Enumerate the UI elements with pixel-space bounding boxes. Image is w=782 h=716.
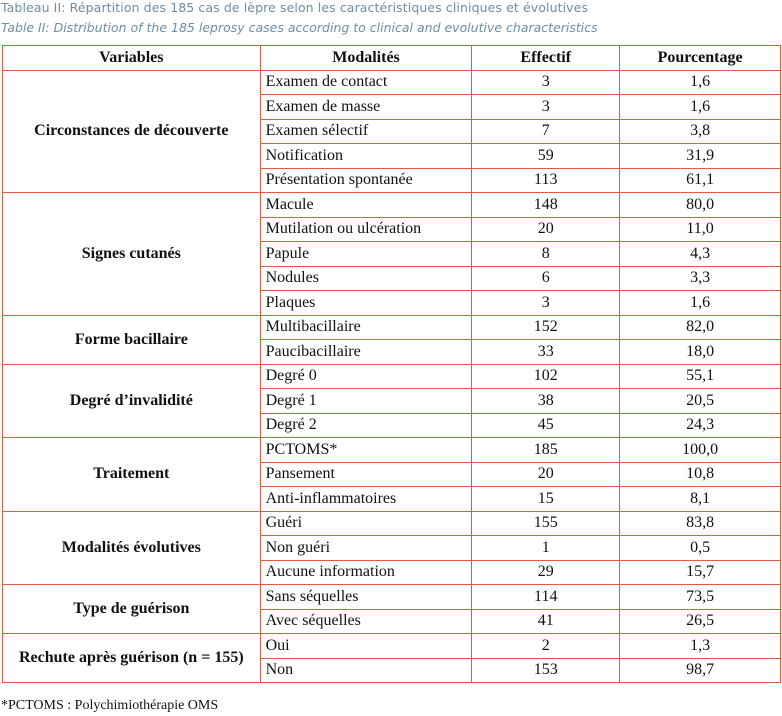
modalite-cell: Papule [260, 242, 472, 267]
effectif-cell: 114 [472, 585, 620, 610]
pourcentage-cell: 82,0 [620, 315, 781, 340]
data-table [2, 45, 781, 683]
effectif-cell: 3 [472, 291, 620, 316]
header-row [3, 46, 781, 71]
effectif-cell: 3 [472, 95, 620, 120]
pourcentage-cell: 80,0 [620, 193, 781, 218]
modalite-cell: Non guéri [260, 536, 472, 561]
table-row [3, 511, 781, 536]
variable-cell: Type de guérison [3, 585, 261, 634]
effectif-cell: 29 [472, 560, 620, 585]
pourcentage-cell: 1,6 [620, 95, 781, 120]
modalite-cell: Non [260, 658, 472, 683]
pourcentage-cell: 20,5 [620, 389, 781, 414]
table-row [3, 634, 781, 659]
pourcentage-cell: 1,6 [620, 70, 781, 95]
pourcentage-cell: 26,5 [620, 609, 781, 634]
effectif-cell: 185 [472, 438, 620, 463]
modalite-cell: Paucibacillaire [260, 340, 472, 365]
effectif-cell: 15 [472, 487, 620, 512]
modalite-cell: Examen sélectif [260, 119, 472, 144]
table-row [3, 585, 781, 610]
effectif-cell: 45 [472, 413, 620, 438]
effectif-cell: 38 [472, 389, 620, 414]
modalite-cell: Oui [260, 634, 472, 659]
pourcentage-cell: 31,9 [620, 144, 781, 169]
modalite-cell: Multibacillaire [260, 315, 472, 340]
modalite-cell: Degré 0 [260, 364, 472, 389]
effectif-cell: 41 [472, 609, 620, 634]
pourcentage-cell: 100,0 [620, 438, 781, 463]
effectif-cell: 1 [472, 536, 620, 561]
effectif-cell: 59 [472, 144, 620, 169]
modalite-cell: Nodules [260, 266, 472, 291]
pourcentage-cell: 8,1 [620, 487, 781, 512]
modalite-cell: Sans séquelles [260, 585, 472, 610]
effectif-cell: 152 [472, 315, 620, 340]
effectif-cell: 102 [472, 364, 620, 389]
effectif-cell: 148 [472, 193, 620, 218]
effectif-cell: 113 [472, 168, 620, 193]
table-caption-english: Table II: Distribution of the 185 leprosy cases according to clinical and evolutive characteristics [1, 20, 598, 35]
pourcentage-cell: 98,7 [620, 658, 781, 683]
effectif-cell: 6 [472, 266, 620, 291]
pourcentage-cell: 73,5 [620, 585, 781, 610]
modalite-cell: Degré 2 [260, 413, 472, 438]
modalite-cell: Guéri [260, 511, 472, 536]
footnote: *PCTOMS : Polychimiothérapie OMS [1, 698, 219, 713]
modalite-cell: Examen de masse [260, 95, 472, 120]
effectif-cell: 3 [472, 70, 620, 95]
modalite-cell: PCTOMS* [260, 438, 472, 463]
pourcentage-cell: 3,8 [620, 119, 781, 144]
pourcentage-cell: 15,7 [620, 560, 781, 585]
table-row [3, 438, 781, 463]
modalite-cell: Anti-inflammatoires [260, 487, 472, 512]
variable-cell: Modalités évolutives [3, 511, 261, 585]
modalite-cell: Examen de contact [260, 70, 472, 95]
header-effectif: Effectif [472, 46, 620, 71]
modalite-cell: Notification [260, 144, 472, 169]
pourcentage-cell: 83,8 [620, 511, 781, 536]
table-row [3, 70, 781, 95]
variable-cell: Forme bacillaire [3, 315, 261, 364]
pourcentage-cell: 3,3 [620, 266, 781, 291]
table-row [3, 364, 781, 389]
effectif-cell: 153 [472, 658, 620, 683]
effectif-cell: 33 [472, 340, 620, 365]
effectif-cell: 8 [472, 242, 620, 267]
pourcentage-cell: 4,3 [620, 242, 781, 267]
variable-cell: Circonstances de découverte [3, 70, 261, 193]
modalite-cell: Présentation spontanée [260, 168, 472, 193]
effectif-cell: 20 [472, 462, 620, 487]
modalite-cell: Aucune information [260, 560, 472, 585]
pourcentage-cell: 18,0 [620, 340, 781, 365]
modalite-cell: Plaques [260, 291, 472, 316]
effectif-cell: 7 [472, 119, 620, 144]
pourcentage-cell: 24,3 [620, 413, 781, 438]
header-pourcentage: Pourcentage [620, 46, 781, 71]
variable-cell: Rechute après guérison (n = 155) [3, 634, 261, 683]
pourcentage-cell: 11,0 [620, 217, 781, 242]
modalite-cell: Macule [260, 193, 472, 218]
table-row [3, 193, 781, 218]
pourcentage-cell: 1,3 [620, 634, 781, 659]
header-variables: Variables [3, 46, 261, 71]
effectif-cell: 20 [472, 217, 620, 242]
modalite-cell: Mutilation ou ulcération [260, 217, 472, 242]
effectif-cell: 155 [472, 511, 620, 536]
modalite-cell: Avec séquelles [260, 609, 472, 634]
variable-cell: Signes cutanés [3, 193, 261, 316]
header-modalites: Modalités [260, 46, 472, 71]
pourcentage-cell: 10,8 [620, 462, 781, 487]
modalite-cell: Degré 1 [260, 389, 472, 414]
table-caption-french: Tableau II: Répartition des 185 cas de lèpre selon les caractéristiques cliniques et évolutives [1, 0, 589, 15]
pourcentage-cell: 1,6 [620, 291, 781, 316]
variable-cell: Traitement [3, 438, 261, 512]
pourcentage-cell: 0,5 [620, 536, 781, 561]
pourcentage-cell: 55,1 [620, 364, 781, 389]
table-row [3, 315, 781, 340]
modalite-cell: Pansement [260, 462, 472, 487]
effectif-cell: 2 [472, 634, 620, 659]
variable-cell: Degré d’invalidité [3, 364, 261, 438]
pourcentage-cell: 61,1 [620, 168, 781, 193]
